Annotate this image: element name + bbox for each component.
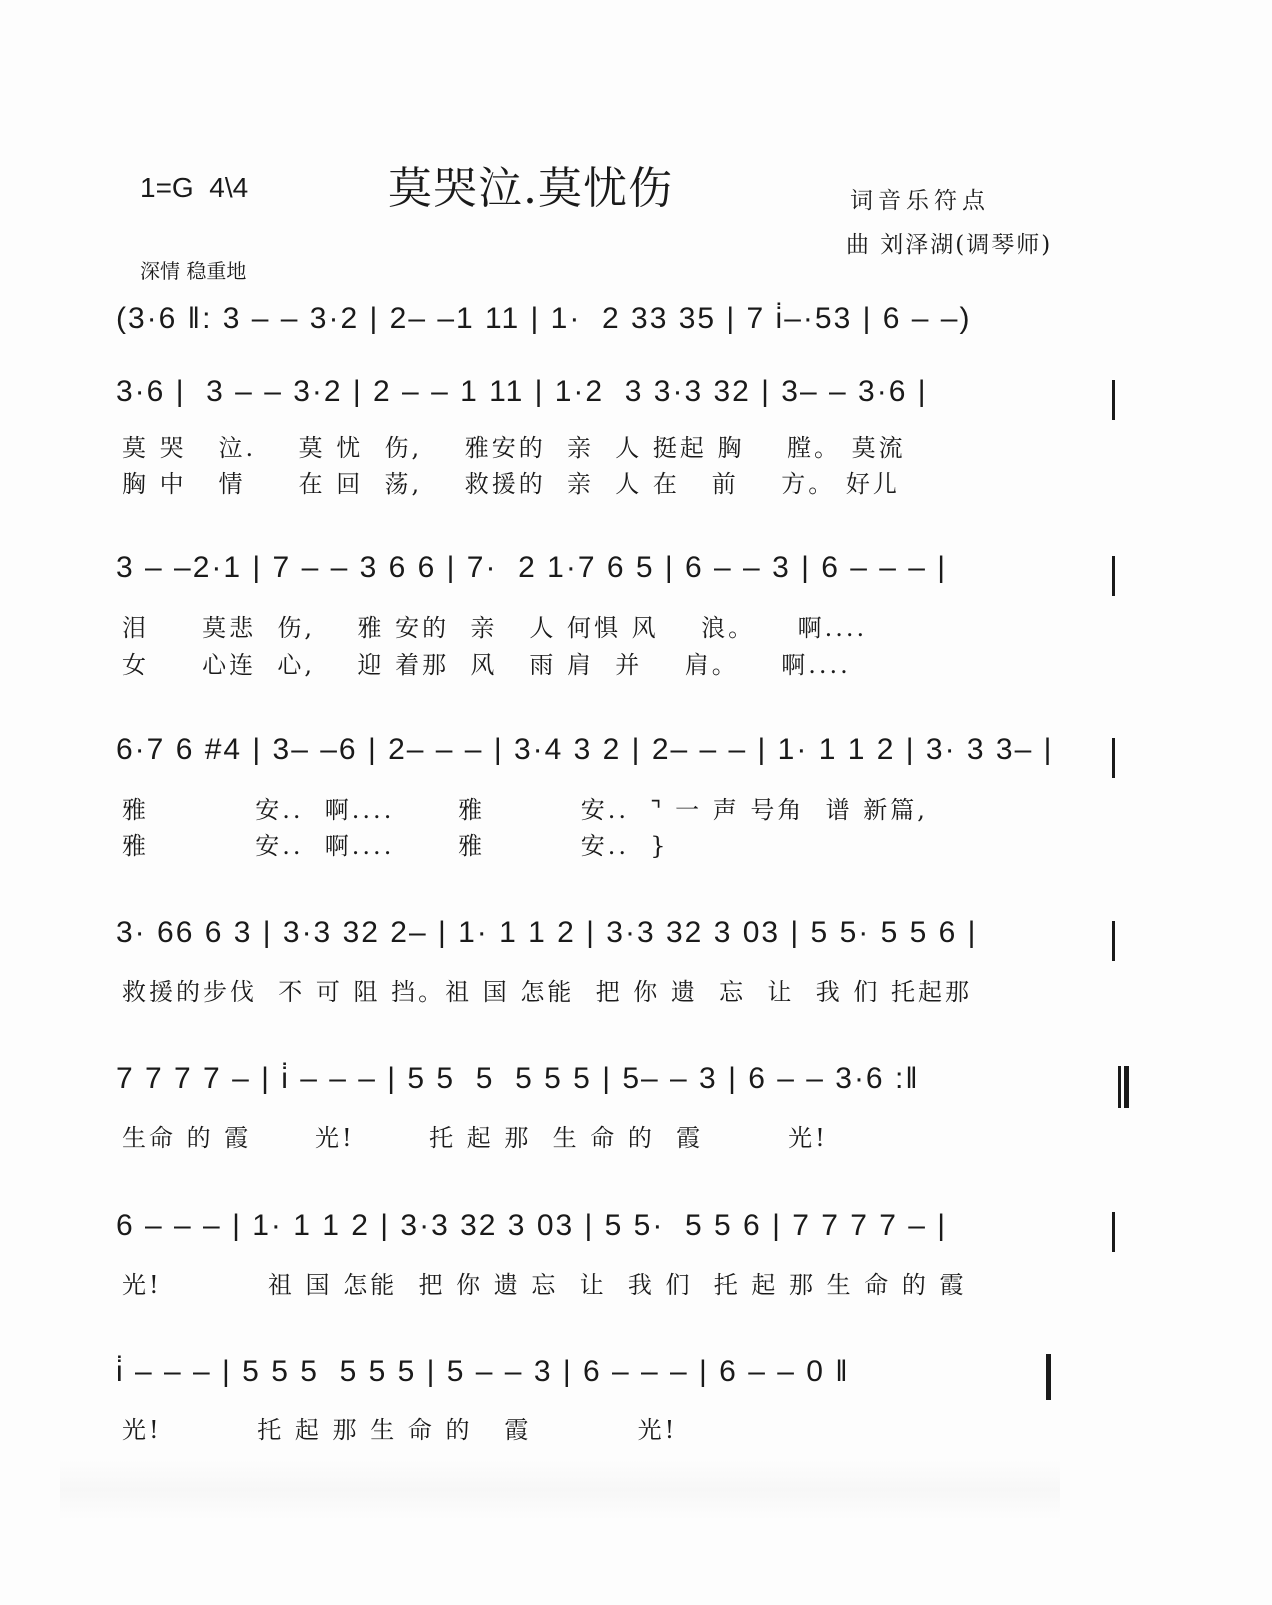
lyric-line-7: 光! 祖 国 怎能 把 你 遗 忘 让 我 们 托 起 那 生 命 的 霞 — [122, 1271, 967, 1299]
barline — [1112, 380, 1115, 420]
lyric-line-4a: 雅 安.. 啊.... 雅 安.. ⌝ 一 声 号角 谱 新篇, — [122, 796, 928, 824]
final-barline — [1046, 1354, 1051, 1400]
lyric-line-5: 救援的步伐 不 可 阻 挡。祖 国 怎能 把 你 遗 忘 让 我 们 托起那 — [122, 978, 972, 1006]
notation-line-2: 3·6 | 3 – – 3·2 | 2 – – 1 11 | 1·2 3 3·3 32 | 3– – 3·6 | — [116, 375, 928, 408]
key-signature: 1=G 4\4 — [140, 172, 249, 203]
lyric-line-4b: 雅 安.. 啊.... 雅 安.. } — [122, 832, 669, 860]
notation-line-4: 6·7 6 #4 | 3– –6 | 2– – – | 3·4 3 2 | 2– – – | 1· 1 1 2 | 3· 3 3– | — [116, 733, 1054, 766]
composer-credit: 曲 刘泽湖(调琴师) — [846, 232, 1053, 258]
lyric-line-2b: 胸 中 情 在 回 荡, 救援的 亲 人 在 前 方。 好儿 — [122, 470, 900, 498]
scan-shadow — [60, 1460, 1060, 1520]
lyricist-credit: 词音乐符点 — [850, 188, 990, 214]
barline — [1112, 1212, 1115, 1252]
lyric-line-3b: 女 心连 心, 迎 着那 风 雨 肩 并 肩。 啊.... — [122, 651, 851, 679]
repeat-end-barline — [1118, 1066, 1121, 1108]
lyric-line-3a: 泪 莫悲 伤, 雅 安的 亲 人 何惧 风 浪。 啊.... — [122, 614, 868, 642]
lyric-line-6: 生命 的 霞 光! 托 起 那 生 命 的 霞 光! — [122, 1124, 828, 1152]
tempo-marking: 深情 稳重地 — [140, 259, 247, 283]
notation-line-1: (3·6 ‖: 3 – – 3·2 | 2– –1 11 | 1· 2 33 35 | 7 i̇–·53 | 6 – –) — [116, 302, 972, 335]
barline — [1112, 921, 1115, 961]
lyric-line-8: 光! 托 起 那 生 命 的 霞 光! — [122, 1416, 678, 1444]
barline — [1112, 738, 1115, 778]
repeat-end-barline-thick — [1124, 1066, 1129, 1108]
song-title: 莫哭泣.莫忧伤 — [388, 163, 673, 214]
lyric-line-2a: 莫 哭 泣. 莫 忧 伤, 雅安的 亲 人 挺起 胸 膛。 莫流 — [122, 434, 906, 462]
notation-line-3: 3 – –2·1 | 7 – – 3 6 6 | 7· 2 1·7 6 5 | 6 – – 3 | 6 – – – | — [116, 551, 948, 584]
notation-line-8: i̇ – – – | 5 5 5 5 5 5 | 5 – – 3 | 6 – – – | 6 – – 0 ‖ — [116, 1355, 850, 1388]
notation-line-6: 7 7 7 7 – | i̇ – – – | 5 5 5 5 5 5 | 5– – 3 | 6 – – 3·6 :‖ — [116, 1062, 920, 1095]
notation-line-5: 3· 66 6 3 | 3·3 32 2– | 1· 1 1 2 | 3·3 32 3 03 | 5 5· 5 5 6 | — [116, 916, 978, 949]
barline — [1112, 556, 1115, 596]
notation-line-7: 6 – – – | 1· 1 1 2 | 3·3 32 3 03 | 5 5· 5 5 6 | 7 7 7 7 – | — [116, 1209, 948, 1242]
